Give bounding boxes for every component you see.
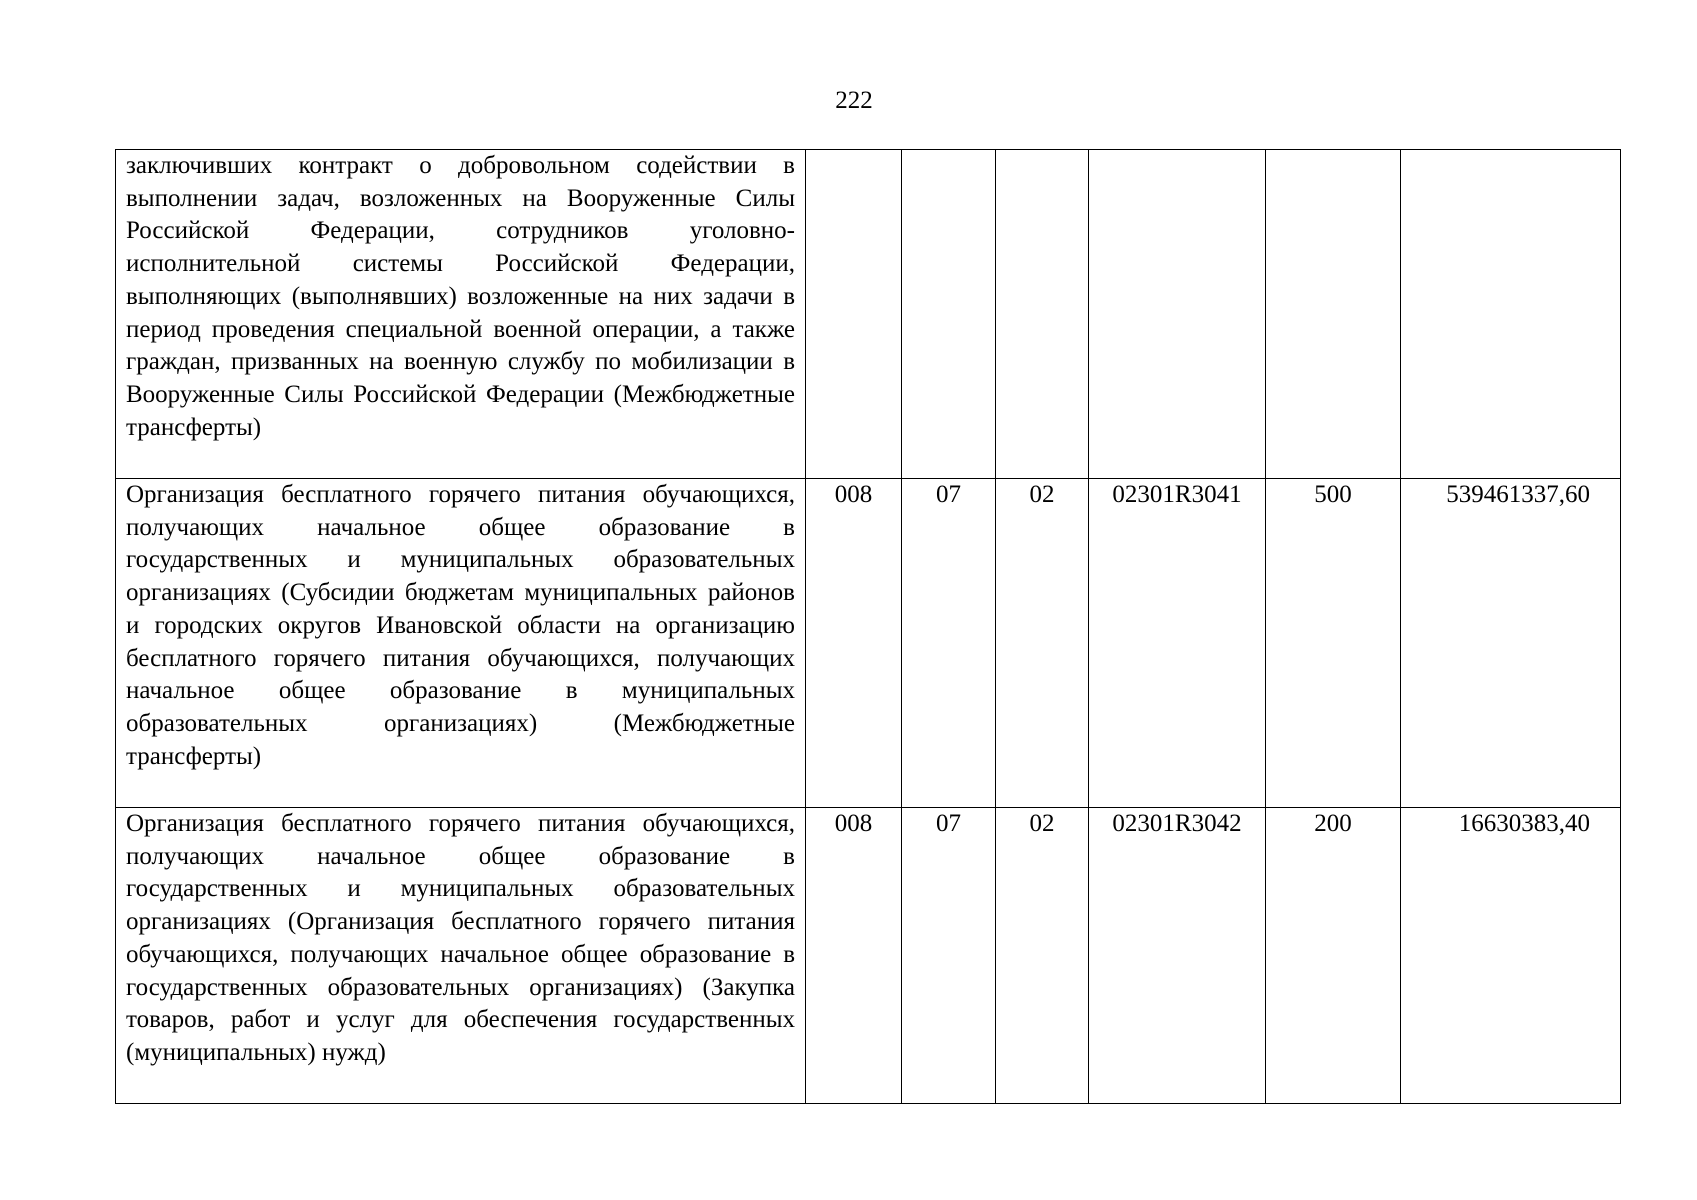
section-code: 07 bbox=[902, 479, 996, 808]
expense-type-code bbox=[1266, 150, 1401, 479]
row-description: Организация бесплатного горячего питания обучающихся, получающих начальное общее образование в государственных и муниципальных образовательных организациях (Организация бесплатного горячего питания обучающихся, получающих начальное общее образование в государственных образовательных организациях) (Закупка товаров, работ и услуг для обеспечения государственных (муниципальных) нужд) bbox=[116, 808, 806, 1104]
section-code: 07 bbox=[902, 808, 996, 1104]
page-number: 222 bbox=[835, 87, 873, 114]
subsection-code: 02 bbox=[996, 479, 1089, 808]
ministry-code bbox=[806, 150, 902, 479]
amount: 16630383,40 bbox=[1401, 808, 1621, 1104]
row-description: Организация бесплатного горячего питания обучающихся, получающих начальное общее образование в государственных и муниципальных образовательных организациях (Субсидии бюджетам муниципальных районов и городских округов Ивановской области на организацию бесплатного горячего питания обучающихся, получающих начальное общее образование в муниципальных образовательных организациях) (Межбюджетные трансферты) bbox=[116, 479, 806, 808]
table-row bbox=[116, 479, 1621, 808]
target-article-code: 02301R3042 bbox=[1089, 808, 1266, 1104]
target-article-code bbox=[1089, 150, 1266, 479]
budget-table bbox=[115, 149, 1621, 1104]
expense-type-code: 200 bbox=[1266, 808, 1401, 1104]
row-description: заключивших контракт о добровольном содействии в выполнении задач, возложенных на Вооруженные Силы Российской Федерации, сотрудников уголовно-исполнительной системы Российской Федерации, выполняющих (выполнявших) возложенные на них задачи в период проведения специальной военной операции, а также граждан, призванных на военную службу по мобилизации в Вооруженные Силы Российской Федерации (Межбюджетные трансферты) bbox=[116, 150, 806, 479]
target-article-code: 02301R3041 bbox=[1089, 479, 1266, 808]
table-row bbox=[116, 808, 1621, 1104]
ministry-code: 008 bbox=[806, 479, 902, 808]
expense-type-code: 500 bbox=[1266, 479, 1401, 808]
table-row bbox=[116, 150, 1621, 479]
section-code bbox=[902, 150, 996, 479]
amount: 539461337,60 bbox=[1401, 479, 1621, 808]
amount bbox=[1401, 150, 1621, 479]
subsection-code: 02 bbox=[996, 808, 1089, 1104]
subsection-code bbox=[996, 150, 1089, 479]
ministry-code: 008 bbox=[806, 808, 902, 1104]
